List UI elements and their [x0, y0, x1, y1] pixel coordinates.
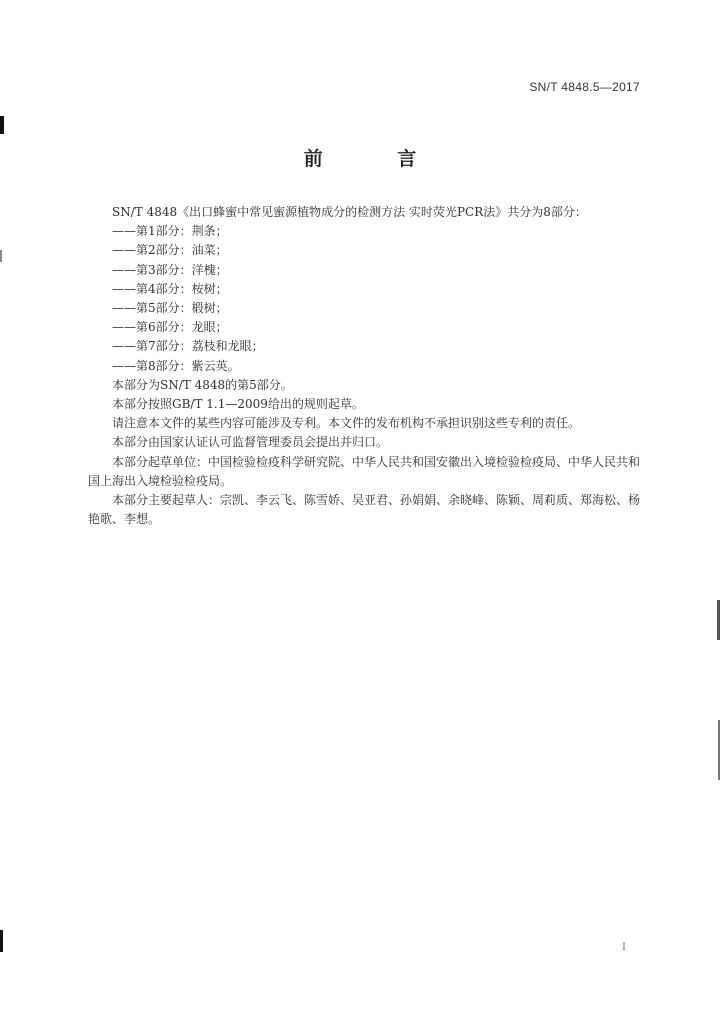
patent-notice-paragraph: 请注意本文件的某些内容可能涉及专利。本文件的发布机构不承担识别这些专利的责任。	[112, 416, 581, 431]
part-list-item: ——第3部分：洋槐；	[112, 262, 228, 277]
proposed-by-paragraph: 本部分由国家认证认可监督管理委员会提出并归口。	[112, 435, 389, 450]
scan-edge-mark	[0, 250, 2, 262]
part-list-item: ——第6部分：龙眼；	[112, 320, 228, 335]
drafting-units-paragraph: 本部分起草单位：中国检验检疫科学研究院、中华人民共和国安徽出入境检验检疫局、中华人民共和国上海出入境检验检疫局。	[88, 454, 641, 488]
drafters-paragraph: 本部分主要起草人：宗凯、李云飞、陈雪娇、吴亚君、孙娟娟、余晓峰、陈颖、周莉质、郑海松、杨艳歌、李想。	[88, 493, 641, 527]
drafting-rule-paragraph: 本部分按照GB/T 1.1—2009给出的规则起草。	[112, 397, 364, 412]
scan-edge-mark	[0, 116, 4, 134]
foreword-body	[88, 203, 648, 529]
part-list-item: ——第7部分：荔枝和龙眼；	[112, 339, 264, 354]
page-title: 前 言	[303, 148, 451, 170]
this-part-paragraph: 本部分为SN/T 4848的第5部分。	[112, 377, 293, 392]
part-list-item: ——第8部分：紫云英。	[112, 358, 240, 373]
part-list-item: ——第5部分：椴树；	[112, 301, 228, 316]
intro-paragraph: SN/T 4848《出口蜂蜜中常见蜜源植物成分的检测方法 实时荧光PCR法》共分为8部分：	[112, 205, 587, 219]
part-list-item: ——第2部分：油菜；	[112, 243, 228, 258]
part-list-item: ——第1部分：荆条；	[112, 224, 228, 239]
standard-code: SN/T 4848.5—2017	[529, 80, 640, 94]
scan-edge-mark	[0, 930, 3, 952]
page-number: I	[622, 942, 626, 953]
part-list-item: ——第4部分：桉树；	[112, 281, 228, 296]
